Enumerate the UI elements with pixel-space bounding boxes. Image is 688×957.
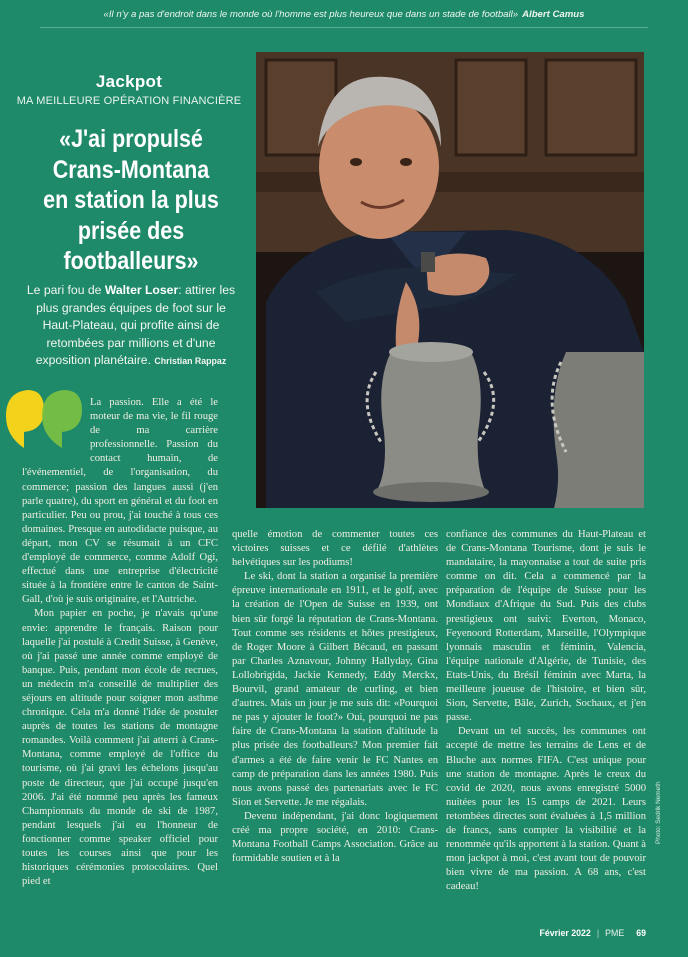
dropcap-spacer	[22, 396, 90, 466]
lede-name: Walter Loser	[104, 283, 179, 297]
header-quote-bar	[0, 0, 688, 28]
subrubric: MA MEILLEURE OPÉRATION FINANCIÈRE	[16, 95, 242, 107]
footer-separator: |	[596, 928, 600, 938]
column-2-paragraph-3: Devenu indépendant, j'ai donc logiquement créé ma propre société, en 2010: Crans-Montana Football Camps Association. Grâce au formidable soutien et à la	[232, 810, 438, 865]
column-1-paragraph-1	[22, 396, 218, 607]
portrait-photo	[256, 52, 644, 508]
column-3-paragraph-1: confiance des communes du Haut-Plateau et de Crans-Montana Tourisme, dont je suis le mandataire, la mayonnaise a tout de suite pris comme on dit. Cela a commencé par la préparation de l'équipe de Suisse pour les Mondiaux d'Afrique du Sud. Puis des clubs prestigieux ont suivi: Everton, Monaco, Feyenoord Rotterdam, Marseille, l'Olympique lyonnais masculin et féminin, Valencia, l'équipe nationale d'Algérie, de Tunisie, des Etats-Unis, du Brésil féminin avec Marta, la meilleure joueuse de l'histoire, et bien sûr, Sion, Servette, Bâle, Zurich, Sochaux, et j'en passe.	[446, 529, 646, 724]
page-footer	[539, 928, 646, 938]
lede-text: : attirer les plus grandes équipes de foot sur le Haut-Plateau, qui profite ainsi de retombées par millions et d'une exposition planétaire.	[35, 283, 236, 368]
header-quote: «Il n'y a pas d'endroit dans le monde où l'homme est plus heureux que dans un stade de football»	[103, 8, 519, 20]
header-rule	[40, 27, 648, 28]
column-1-paragraph-2: Mon papier en poche, je n'avais qu'une envie: apprendre le français. Raison pour laquelle j'ai postulé à Credit Suisse, à Genève, où j'ai passé une année comme employé de banque. Puis, pendant mon école de recrues, un médecin m'a conseillé de multiplier des séjours en altitude pour soigner mon asthme chronique. Cela m'a donné l'idée de postuler auprès de toutes les stations de montagne romandes. Voilà comment j'ai atterri à Crans-Montana, comme employé de l'office du tourisme, où j'ai gravi les échelons jusqu'au poste de directeur, que j'ai occupé jusqu'en 2006. J'ai été nommé peu après les fameux Championnats du monde de ski de 1987, pendant lesquels j'ai eu l'honneur de fonctionner comme speaker officiel pour toutes les courses ainsi que pour les historiques cérémonies protocolaires. Quel pied et	[22, 608, 218, 888]
footer-magazine: PME	[605, 928, 625, 938]
byline: Christian Rappaz	[154, 356, 227, 367]
photo-credit: Photo: Sedrik Nemeth	[655, 781, 662, 844]
column-1-text-1: La passion. Elle a été le moteur de ma vie, le fil rouge de ma carrière professionnelle. Passion du contact humain, de l'événementiel, de l'organisation, du commerce; passion des langues aussi (j'en parle quatre), du sport en général et du foot en particulier. Peu ou prou, j'ai touché à tous ces domaines. Presque en autodidacte puisque, au départ, mon CV se résumait à un CFC d'employé de commerce, comme Adolf Ogi, effectué dans une entreprise d'électricité située à la frontière entre le canton de Saint-Gall, d'où je suis originaire, et l'Autriche.	[22, 397, 218, 606]
portrait-illustration	[256, 52, 644, 508]
article-column-1	[22, 396, 218, 889]
footer-issue: Février 2022	[539, 928, 591, 938]
article-column-3	[446, 528, 646, 894]
headline: «J'ai propulsé Crans-Montana en station la plus prisée des footballeurs»	[43, 125, 219, 275]
lede-intro: Le pari fou de	[26, 283, 105, 297]
column-2-paragraph-1: quelle émotion de commenter toutes ces victoires suisses et ce défilé d'athlètes helvétiques sur les podiums!	[232, 529, 438, 569]
column-3-paragraph-2: Devant un tel succès, les communes ont accepté de mettre les terrains de Lens et de Bluche aux normes FIFA. C'est unique pour une station de montagne. Après le creux du covid de 2020, nous avons enregistré 5000 nuitées pour les 15 camps de 2021. Leurs retombées directes sont évaluées à 1,5 million de francs, sans compter la visibilité et la renommée qu'ils apportent à la station. Quant à mon jackpot à moi, c'est avant tout de pouvoir bien vivre de ma passion. A 68 ans, c'est cadeau!	[446, 726, 646, 893]
page-number: 69	[636, 928, 646, 938]
header-quote-author: Albert Camus	[522, 8, 585, 20]
rubric: Jackpot	[95, 72, 163, 91]
article-column-2	[232, 528, 438, 866]
lede	[20, 282, 242, 371]
column-2-paragraph-2: Le ski, dont la station a organisé la première épreuve internationale en 1911, et le golf, avec la création de l'Open de Suisse en 1939, ont bien sûr forgé la réputation de Crans-Montana. Tout comme ses résidents et hôtes prestigieux, de Roger Moore à Gilbert Bécaud, en passant par Charles Aznavour, Johnny Hallyday, Gina Lollobrigida, Jackie Kennedy, Eddy Merckx, Bourvil, grand amateur de curling, et bien d'autres. Mais un jour je me suis dit: «Pourquoi ne pas y ajouter le foot?» Oui, pourquoi ne pas faire de Crans-Montana la station d'altitude la plus prisée des footballeurs? Mon premier fait d'armes a été de faire venir le FC Nantes en camp de préparation dans les années 1980. Puis nous avons passé des partenariats avec le FC Sion et Servette. Je me régalais.	[232, 571, 438, 808]
